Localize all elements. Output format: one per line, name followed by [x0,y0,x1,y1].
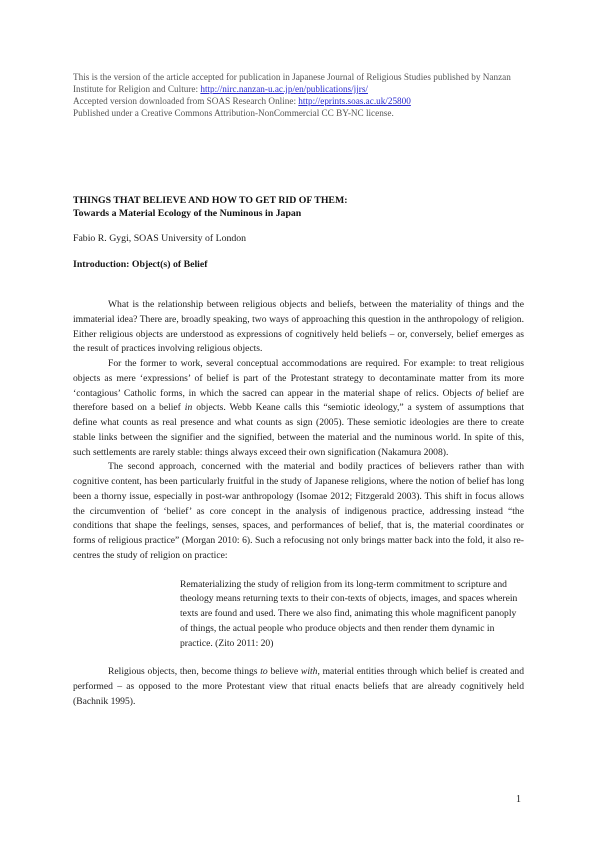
paragraph-4-text: believe [267,666,301,678]
title-subtitle: Towards a Material Ecology of the Numinous in Japan [73,208,302,219]
emphasis: to [260,666,268,678]
notice-line-2: Accepted version downloaded from SOAS Research Online: [73,95,299,106]
eprints-link[interactable]: http://eprints.soas.ac.uk/25800 [298,95,411,106]
paragraph-4 [73,665,524,709]
paragraph-1: What is the relationship between religious objects and beliefs, between the materiality of things and the immaterial idea? There are, broadly speaking, two ways of approaching this question in the anthropology of religion. Either religious objects are understood as expressions of cognitively held beliefs – or, conversely, belief emerges as the result of practices involving religious objects. [73,299,524,355]
section-heading: Introduction: Object(s) of Belief [73,259,208,270]
paragraph-2-text: belief are therefore based on a belief [73,387,524,414]
notice-line-1: This is the version of the article accepted for publication in Japanese Journal of Religious Studies published by Nanzan Institute for Religion and Culture: [73,72,511,94]
publication-notice [73,72,533,120]
block-quote: Rematerializing the study of religion from its long-term commitment to scripture and theology means returning texts to their con-texts of objects, images, and spaces wherein texts are found and used. There we also find, animating this whole magnificent panoply of things, the actual people who produce objects and then render them dynamic in practice. (Zito 2011: 20) [180,578,518,649]
paragraph-2 [73,357,524,460]
article-title [73,194,347,220]
paragraph-4-text: , material entities through which belief is created and performed – as opposed to the more Protestant view that ritual enacts beliefs that are already cognitively held (Bachnik 1995). [73,666,524,707]
paragraph-2-text: objects. Webb Keane calls this “semiotic ideology,” a system of assumptions that define what counts as real presence and what counts as sign (2005). These semiotic ideologies are there to create stable links between the signifier and the signified, between the material and the numinous world. In spite of this, such settlements are rarely stable: things always exceed their own signification (Nakamura 2008). [73,402,524,458]
emphasis: in [184,402,193,414]
title-main: THINGS THAT BELIEVE AND HOW TO GET RID OF THEM: [73,195,348,206]
journal-link[interactable]: http://nirc.nanzan-u.ac.jp/en/publications/jjrs/ [200,83,368,94]
paragraph-2-text: For the former to work, several conceptual accommodations are required. For example: to treat religious objects as mere ‘expressions’ of belief is part of the Protestant strategy to decontaminate matter from its more ‘contagious’ Catholic forms, in which the sacred can appear in the material shape of relics. Objects [73,358,524,399]
paragraph-3: The second approach, concerned with the material and bodily practices of believers rather than with cognitive content, has been particularly fruitful in the study of Japanese religions, where the notion of belief has long been a thorny issue, especially in post-war anthropology (Isomae 2012; Fitzgerald 2003). This shift in focus allows the circumvention of ‘belief’ as core concept in the analysis of indigenous practice, addressing instead “the conditions that shape the feelings, senses, spaces, and performances of belief, that is, the material coordinates or forms of religious practice” (Morgan 2010: 6). Such a refocusing not only brings matter back into the fold, it also re-centres the study of religion on practice: [73,461,524,561]
author-line: Fabio R. Gygi, SOAS University of London [73,233,247,244]
article-body [73,298,524,710]
page-number: 1 [516,794,521,805]
notice-line-3: Published under a Creative Commons Attribution-NonCommercial CC BY-NC license. [73,107,394,118]
paragraph-4-text: Religious objects, then, become things [108,666,261,678]
emphasis: of [475,387,484,399]
emphasis: with [300,666,318,678]
